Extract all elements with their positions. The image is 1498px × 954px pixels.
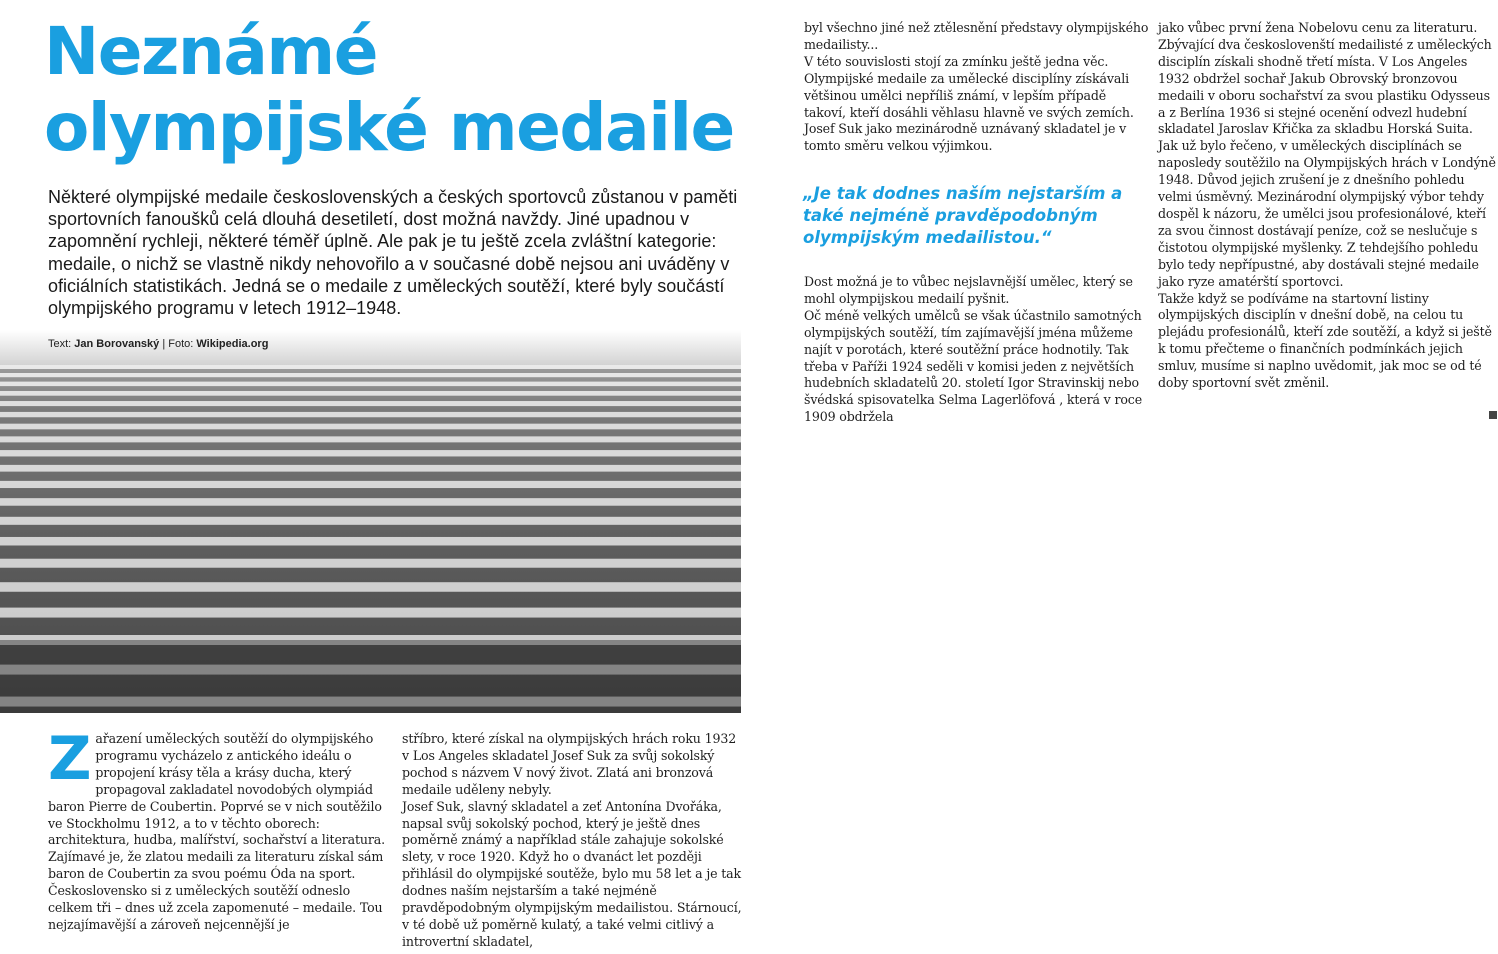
- gymnast-row: [0, 582, 741, 592]
- paragraph: ařazení uměleckých soutěží do olympijského programu vycházelo z antického ideálu o propojení krásy těla a krásy ducha, který propagoval zakladatel novodobých olympiád baron Pierre de Coubertin. Poprvé se v nich soutěžilo ve Stockholmu 1912, a to v těchto oborech: architektura, hudba, malířství, sochařství a literatura. Zajímavé je, že zlatou medaili za literaturu získal sám baron de Coubertin za svou poému Óda na sport.: [48, 731, 385, 882]
- gymnast-row: [0, 382, 741, 386]
- body-column-4: [1158, 20, 1498, 392]
- credit-separator: | Foto:: [162, 338, 194, 350]
- gymnast-row: [0, 559, 741, 568]
- paragraph: Dost možná je to vůbec nejslavnější umělec, který se mohl olympijskou medailí pyšnit.: [804, 274, 1133, 306]
- paragraph: jako vůbec první žena Nobelovu cenu za literaturu. Zbývající dva českoslovenští medailisté z uměleckých disciplín získali shodně třetí místa. V Los Angeles 1932 obdržel sochař Jakub Obrovský bronzovou medaili v oboru sochařství za svou plastiku Odysseus a z Berlína 1936 si stejné ocenění odvezl hudební skladatel Jaroslav Křička za skladbu Horská Suita.: [1158, 20, 1492, 137]
- pull-quote: „Je tak dodnes naším nejstarším a také nejméně pravděpodobným olympijským medailistou.“: [803, 184, 1123, 247]
- stadium-field: [0, 640, 741, 713]
- row-shadow: [0, 396, 741, 401]
- gymnast-row: [0, 498, 741, 506]
- paragraph: Československo si z uměleckých soutěží odneslo celkem tři – dnes už zcela zapomenuté – medaile. Tou nejzajímavější a zároveň nejcennější je: [48, 883, 383, 932]
- row-shadow: [0, 488, 741, 498]
- article-credit: [48, 338, 268, 350]
- article-title: [44, 14, 744, 166]
- row-shadow: [0, 568, 741, 582]
- row-shadow: [0, 592, 741, 608]
- gymnast-row: [0, 537, 741, 546]
- row-shadow: [0, 525, 741, 537]
- gymnast-row: [0, 436, 741, 442]
- row-shadow: [0, 472, 741, 481]
- paragraph: Josef Suk, slavný skladatel a zeť Antonína Dvořáka, napsal svůj sokolský pochod, který je ještě dnes poměrně známý a například stále zahajuje sokolské slety, v roce 1920. Když ho o dvanáct let později přihlásil do olympijské soutěže, bylo mu 58 let a je tak dodnes naším nejstarším a také nejméně pravděpodobným olympijským medailistou. Stárnoucí, v té době už poměrně kulatý, a také velmi citlivý a introvertní skladatel,: [402, 798, 742, 949]
- gymnast-row: [0, 450, 741, 456]
- paragraph: V této souvislosti stojí za zmínku ještě jedna věc. Olympijské medaile za umělecké disciplíny získávali většinou umělci nepříliš známí, v lepším případě takoví, kteří dosáhli věhlasu hlavně ve svých zemích. Josef Suk jako mezinárodně uznávaný skladatel je v tomto směru velkou výjimkou.: [804, 53, 1134, 154]
- gymnast-row: [0, 424, 741, 430]
- row-shadow: [0, 545, 741, 558]
- gymnast-row: [0, 412, 741, 417]
- drop-cap: Z: [48, 724, 92, 794]
- credit-author: Jan Borovanský: [74, 338, 160, 350]
- article-lead: Některé olympijské medaile československých a českých sportovců zůstanou v paměti sportovních fanoušků celá dlouhá desetiletí, dost možná navždy. Jiné upadnou v zapomnění rychleji, některé téměř úplně. Ale pak je tu ještě zcela zvláštní kategorie: medaile, o nichž se vlastně nikdy nehovořilo a v současné době nejsou ani uváděny v oficiálních statistikách. Jedná se o medaile z uměleckých soutěží, které byly součástí olympijského programu v letech 1912–1948.: [48, 187, 738, 319]
- paragraph: stříbro, které získal na olympijských hrách roku 1932 v Los Angeles skladatel Josef Suk za svůj sokolský pochod s názvem V nový život. Zlatá ani bronzová medaile uděleny nebyly.: [402, 731, 737, 797]
- gymnast-row: [0, 401, 741, 406]
- gymnast-row: [0, 365, 741, 369]
- body-column-3-continued: [804, 274, 1149, 426]
- credit-photo-source: Wikipedia.org: [196, 338, 269, 350]
- row-shadow: [0, 429, 741, 436]
- gymnast-row: [0, 373, 741, 377]
- row-shadow: [0, 417, 741, 423]
- row-shadow: [0, 456, 741, 464]
- paragraph: Oč méně velkých umělců se však účastnilo samotných olympijských soutěží, tím zajímavější jména můžeme najít v porotách, které soutěžní práce hodnotily. Tak třeba v Paříži 1924 seděli v komisi jeden z největších hudebních skladatelů 20. století Igor Stravinskij nebo švédská spisovatelka Selma Lagerlöfová , která v roce 1909 obdržela: [804, 307, 1143, 425]
- gymnast-row: [0, 391, 741, 396]
- paragraph: Jak už bylo řečeno, v uměleckých disciplínách se naposledy soutěžilo na Olympijských hrách v Londýně 1948. Důvod jejich zrušení je z dnešního pohledu velmi úsměvný. Mezinárodní olympijský výbor tehdy dospěl k názoru, že umělci jsou profesionálové, kteří za svou činnost dostávají peníze, což se neslučuje s čistotou olympijské myšlenky. Z tehdejšího pohledu bylo tedy nepřípustné, aby dostávali stejné medaile jako ryze amatérští sportovci.: [1158, 138, 1496, 289]
- gymnast-row: [0, 517, 741, 525]
- row-shadow: [0, 377, 741, 381]
- gymnast-row: [0, 465, 741, 472]
- title-line-1: Neznámé: [44, 13, 377, 90]
- row-shadow: [0, 386, 741, 391]
- title-line-2: olympijské medaile: [44, 89, 734, 166]
- row-shadow: [0, 618, 741, 635]
- row-shadow: [0, 369, 741, 373]
- paragraph: byl všechno jiné než ztělesnění představy olympijského medailisty...: [804, 20, 1149, 52]
- body-column-2: [402, 731, 744, 951]
- gymnast-row: [0, 608, 741, 618]
- body-column-1: [48, 724, 393, 934]
- gymnast-row: [0, 481, 741, 488]
- article-end-mark: [1489, 411, 1497, 419]
- row-shadow: [0, 506, 741, 517]
- body-column-3: [804, 20, 1149, 155]
- credit-text-label: Text:: [48, 338, 72, 350]
- paragraph: Takže když se podíváme na startovní listiny olympijských disciplín v dnešní době, na celou tu plejádu profesionálů, kteří zde soutěží, a když si ještě k tomu přečteme o finančních podmínkách jejich smluv, musíme si naplno uvědomit, jak moc se od té doby sportovní svět změnil.: [1158, 290, 1492, 391]
- row-shadow: [0, 406, 741, 412]
- row-shadow: [0, 442, 741, 450]
